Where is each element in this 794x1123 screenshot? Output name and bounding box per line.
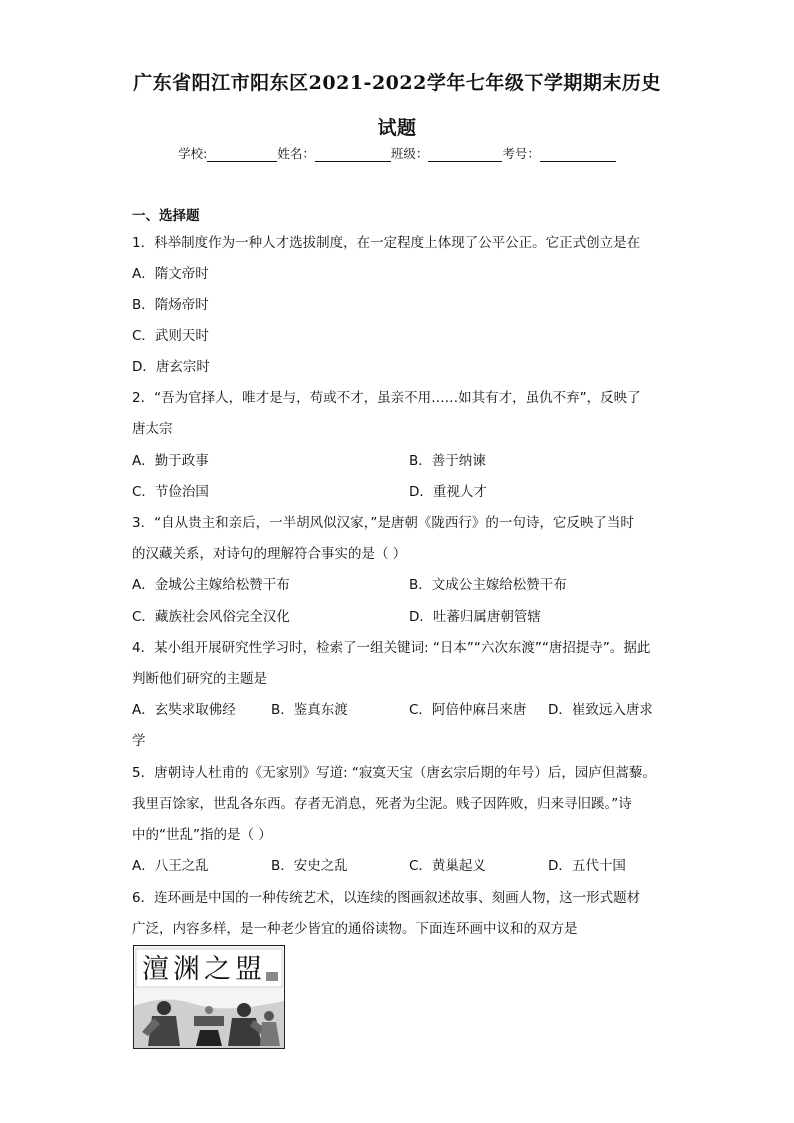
exam-no-label: 考号： (502, 146, 540, 161)
exam-no-field[interactable] (540, 147, 616, 162)
document-title: 广东省阳江市阳东区2021-2022学年七年级下学期期末历史 (133, 72, 661, 94)
class-field[interactable] (428, 147, 502, 162)
question-3-option-a: A．金城公主嫁给松赞干布 (132, 577, 290, 593)
question-5-option-d: D．五代十国 (548, 858, 626, 874)
question-2-stem: 2．“吾为官择人，唯才是与，苟或不才，虽亲不用……如其有才，虽仇不弃”，反映了 (132, 390, 641, 406)
question-4-option-c: C．阿倍仲麻吕来唐 (409, 702, 527, 718)
question-2-option-b: B．善于纳谏 (409, 453, 486, 469)
question-4-option-d-wrap: 学 (132, 733, 146, 749)
question-4-option-a: A．玄奘求取佛经 (132, 702, 236, 718)
question-3-option-c: C．藏族社会风俗完全汉化 (132, 609, 290, 625)
question-3-stem-continued: 的汉藏关系，对诗句的理解符合事实的是（ ） (132, 546, 407, 562)
question-6-stem: 6．连环画是中国的一种传统艺术，以连续的图画叙述故事、刻画人物，这一形式题材 (132, 890, 641, 906)
question-2-option-a: A．勤于政事 (132, 453, 209, 469)
section-heading: 一、选择题 (132, 208, 200, 224)
question-1-option-a: A．隋文帝时 (132, 266, 209, 282)
question-5-stem: 5．唐朝诗人杜甫的《无家别》写道: “寂寞天宝（唐玄宗后期的年号）后，园庐但蒿藜。 (132, 765, 656, 781)
question-4-stem: 4．某小组开展研究性学习时，检索了一组关键词: “日本”“六次东渡”“唐招提寺”。据此 (132, 640, 651, 656)
name-field[interactable] (315, 147, 391, 162)
question-5-option-c: C．黄巢起义 (409, 858, 486, 874)
school-label: 学校: (178, 146, 208, 161)
question-4-option-d: D．崔致远入唐求 (548, 702, 653, 718)
question-4-stem-continued: 判断他们研究的主题是 (132, 671, 267, 687)
calligraphy-title: 澶渊之盟 (142, 954, 266, 985)
question-2-option-d: D．重视人才 (409, 484, 487, 500)
question-5-option-a: A．八王之乱 (132, 858, 209, 874)
question-6-stem-continued: 广泛，内容多样，是一种老少皆宜的通俗读物。下面连环画中议和的双方是 (132, 921, 578, 937)
document-title-continued: 试题 (377, 117, 417, 139)
comic-illustration (133, 945, 285, 1049)
question-3-stem: 3．“自从贵主和亲后，一半胡风似汉家，”是唐朝《陇西行》的一句诗，它反映了当时 (132, 515, 634, 531)
question-1-option-d: D．唐玄宗时 (132, 359, 210, 375)
question-1-stem: 1．科举制度作为一种人才选拔制度，在一定程度上体现了公平公正。它正式创立是在 (132, 235, 641, 251)
question-5-stem-continued: 我里百馀家，世乱各东西。存者无消息，死者为尘泥。贱子因阵败，归来寻旧蹊。”诗 (132, 796, 632, 812)
question-1-option-c: C．武则天时 (132, 328, 209, 344)
question-4-option-b: B．鉴真东渡 (271, 702, 348, 718)
question-1-option-b: B．隋炀帝时 (132, 297, 209, 313)
question-2-stem-continued: 唐太宗 (132, 421, 173, 437)
school-field[interactable] (207, 147, 277, 162)
class-label: 班级： (390, 146, 429, 161)
name-label: 姓名： (277, 146, 315, 161)
question-2-option-c: C．节俭治国 (132, 484, 209, 500)
question-3-option-b: B．文成公主嫁给松赞干布 (409, 577, 567, 593)
question-3-option-d: D．吐蕃归属唐朝管辖 (409, 609, 541, 625)
student-info-row (0, 144, 794, 162)
question-5-option-b: B．安史之乱 (271, 858, 348, 874)
question-5-stem-continued-2: 中的“世乱”指的是（ ） (132, 827, 272, 843)
